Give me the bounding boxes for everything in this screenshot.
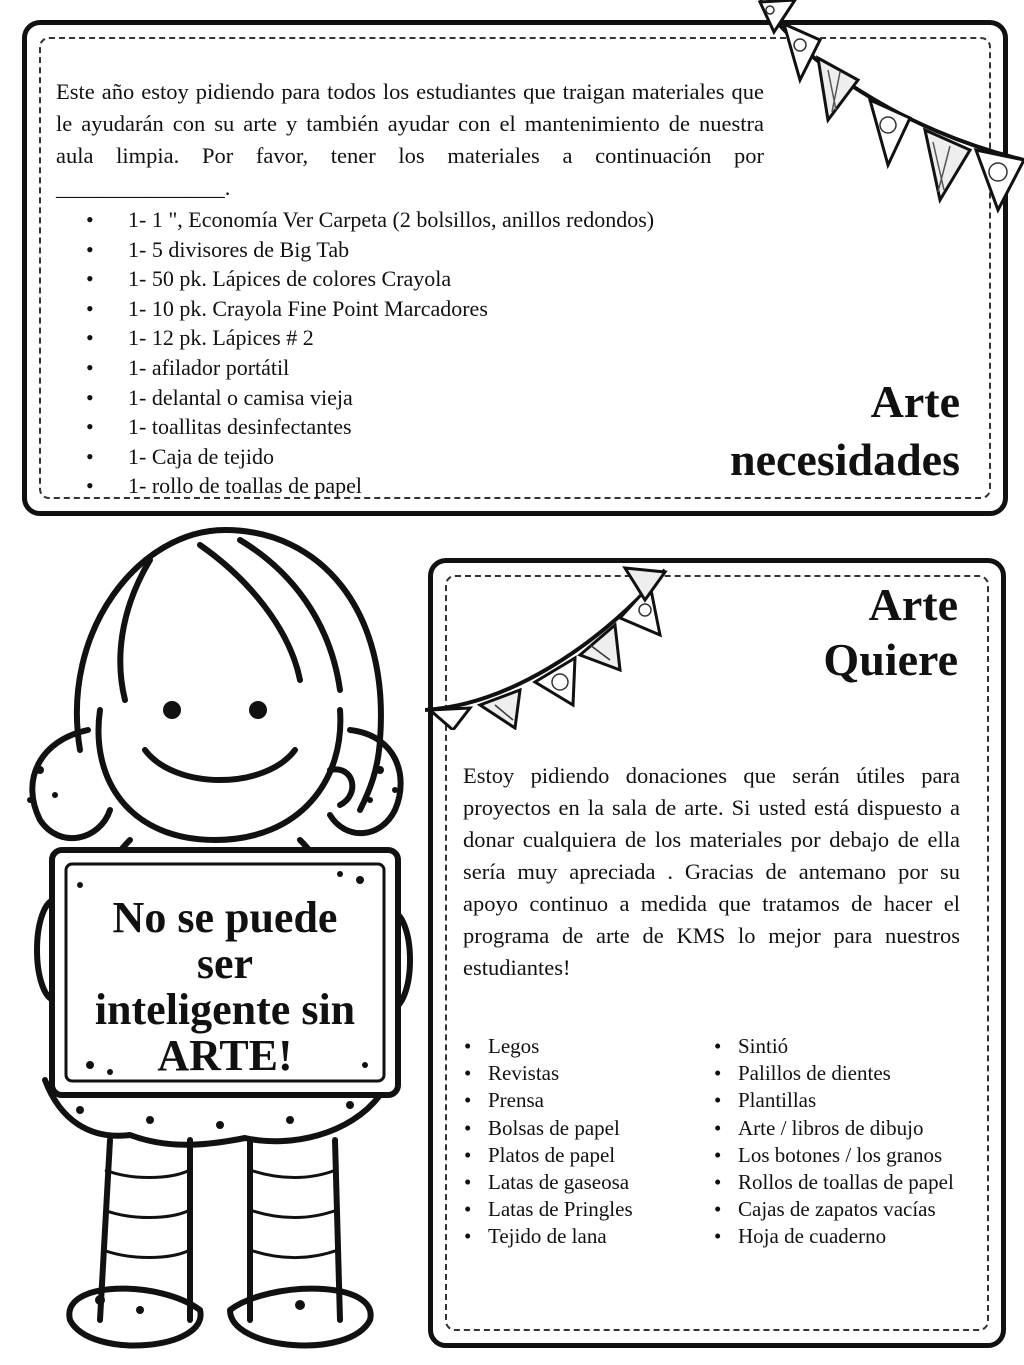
list-item: • Prensa — [462, 1087, 633, 1114]
list-item: • Palillos de dientes — [712, 1060, 954, 1087]
list-item: • 1- 1 ", Economía Ver Carpeta (2 bolsillos, anillos redondos) — [80, 205, 654, 235]
list-item: • Revistas — [462, 1060, 633, 1087]
list-item: • Rollos de toallas de papel — [712, 1169, 954, 1196]
list-item: • 1- 5 divisores de Big Tab — [80, 235, 654, 265]
needs-list — [80, 205, 654, 501]
list-item: • Tejido de lana — [462, 1223, 633, 1250]
list-item: • Arte / libros de dibujo — [712, 1115, 954, 1142]
list-item: • Plantillas — [712, 1087, 954, 1114]
wants-text: Estoy pidiendo donaciones que serán útiles para proyectos en la sala de arte. Si usted está dispuesto a donar cualquiera de los materiales por debajo de ella sería muy apreciada . Gracias de antemano por su apoyo continuo a medida que tratamos de hacer el programa de arte de KMS lo mejor para nuestros estudiantes! — [463, 763, 960, 980]
wants-heading — [823, 577, 958, 687]
list-item: • Platos de papel — [462, 1142, 633, 1169]
needs-heading-line1: Arte — [870, 376, 960, 427]
list-item: • Los botones / los granos — [712, 1142, 954, 1169]
list-item: • 1- Caja de tejido — [80, 442, 654, 472]
list-item: • Cajas de zapatos vacías — [712, 1196, 954, 1223]
list-item: • Latas de gaseosa — [462, 1169, 633, 1196]
wants-list-column-2 — [712, 1033, 954, 1251]
list-item: • 1- toallitas desinfectantes — [80, 412, 654, 442]
wants-heading-line2: Quiere — [823, 634, 958, 685]
sign-line1: No se puede — [112, 893, 338, 942]
needs-intro-text: Este año estoy pidiendo para todos los estudiantes que traigan materiales que le ayudarán con su arte y también ayudar con el mantenimiento de nuestra aula limpia. Por favor, tener los materiales a continuación por _______________. — [56, 79, 764, 200]
needs-heading — [730, 373, 960, 489]
list-item: • Latas de Pringles — [462, 1196, 633, 1223]
list-item: • Hoja de cuaderno — [712, 1223, 954, 1250]
list-item: • 1- 10 pk. Crayola Fine Point Marcadores — [80, 294, 654, 324]
list-item: • 1- 12 pk. Lápices # 2 — [80, 323, 654, 353]
sign-message — [62, 895, 388, 1079]
bunting-top-right — [740, 0, 1024, 215]
list-item: • Bolsas de papel — [462, 1115, 633, 1142]
list-item: • 1- rollo de toallas de papel — [80, 471, 654, 501]
list-item: • 1- afilador portátil — [80, 353, 654, 383]
sign-line3: inteligente sin — [94, 985, 356, 1034]
list-item: • Legos — [462, 1033, 633, 1060]
needs-heading-line2: necesidades — [730, 434, 960, 485]
wants-list-column-1 — [462, 1033, 633, 1251]
bunting-wants — [425, 560, 670, 730]
list-item: • 1- delantal o camisa vieja — [80, 383, 654, 413]
sign-line4: ARTE! — [157, 1031, 293, 1080]
sign-line2: ser — [196, 939, 254, 988]
wants-heading-line1: Arte — [868, 579, 958, 630]
list-item: • Sintió — [712, 1033, 954, 1060]
list-item: • 1- 50 pk. Lápices de colores Crayola — [80, 264, 654, 294]
